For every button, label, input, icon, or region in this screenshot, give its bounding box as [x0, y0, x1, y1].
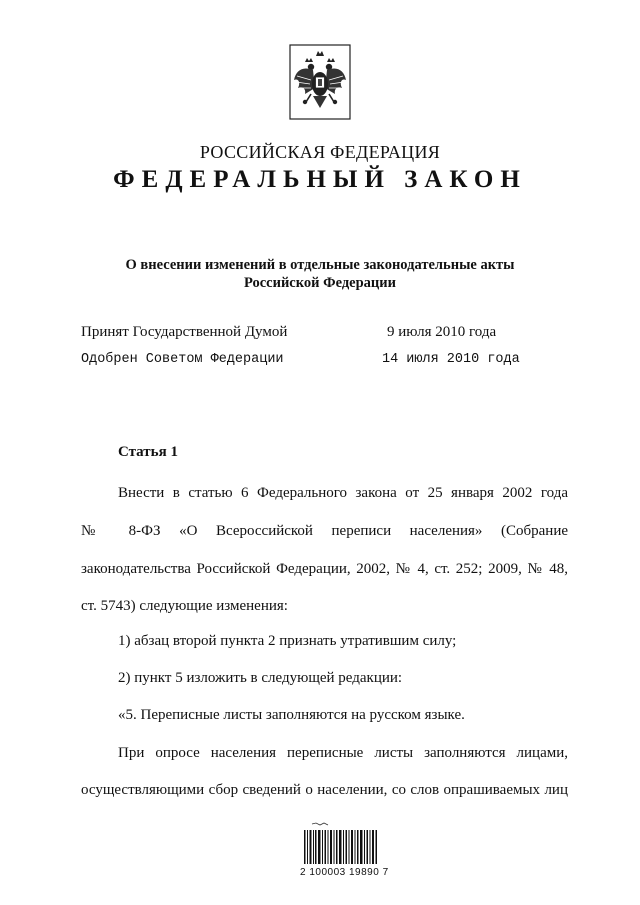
barcode-image — [302, 822, 380, 866]
law-title — [0, 256, 640, 292]
article-text-line: осуществляющими сбор сведений о населении, со слов опрашиваемых лиц — [81, 782, 568, 798]
duma-adoption-label: Принят Государственной Думой — [81, 324, 288, 340]
article-text-line: законодательства Российской Федерации, 2002, № 4, ст. 252; 2009, № 48, — [81, 561, 568, 577]
article-text-line: При опросе населения переписные листы заполняются лицами, — [118, 745, 568, 761]
article-text-line: 1) абзац второй пункта 2 признать утратившим силу; — [118, 633, 457, 649]
council-approval-date: 14 июля 2010 года — [382, 352, 520, 367]
council-approval-label: Одобрен Советом Федерации — [81, 352, 284, 367]
article-text-line: 2) пункт 5 изложить в следующей редакции: — [118, 670, 403, 686]
duma-adoption-date: 9 июля 2010 года — [387, 324, 497, 340]
law-title-line: Российской Федерации — [243, 275, 396, 291]
barcode-number: 2 100003 19890 7 — [300, 867, 389, 878]
article-heading: Статья 1 — [118, 444, 178, 460]
article-text-line: ст. 5743) следующие изменения: — [81, 598, 288, 614]
article-text-line: «5. Переписные листы заполняются на русском языке. — [118, 707, 465, 723]
law-type-heading: ФЕДЕРАЛЬНЫЙ ЗАКОН — [113, 166, 527, 193]
coat-of-arms-icon — [289, 44, 351, 120]
article-text-line: № 8-ФЗ «О Всероссийской переписи населения» (Собрание — [81, 523, 568, 539]
law-title-line: О внесении изменений в отдельные законодательные акты — [125, 257, 515, 273]
article-text-line: Внести в статью 6 Федерального закона от 25 января 2002 года — [118, 485, 568, 501]
country-heading: РОССИЙСКАЯ ФЕДЕРАЦИЯ — [199, 142, 441, 162]
